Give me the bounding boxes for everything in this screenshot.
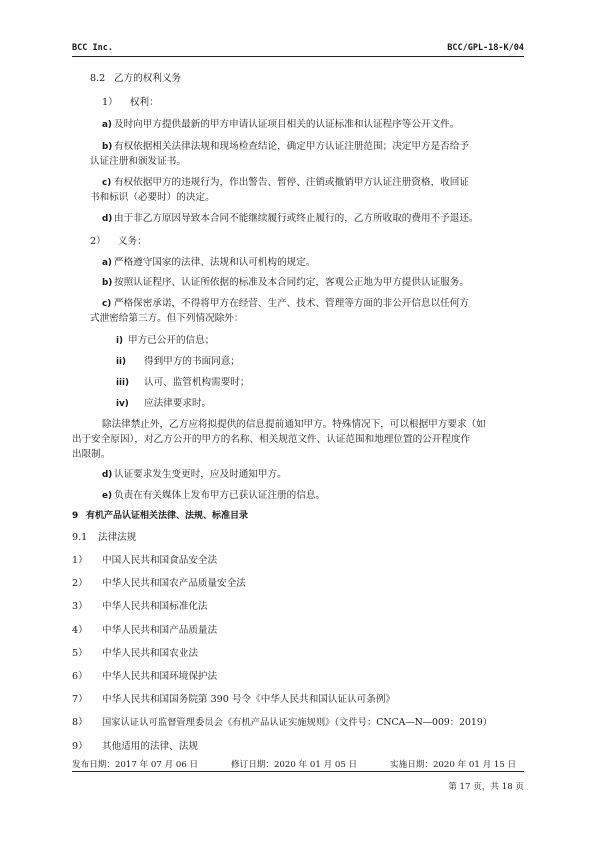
item-marker: b): [102, 278, 113, 288]
law-number: 3）: [72, 601, 88, 612]
section-title: 乙方的权利义务: [114, 73, 182, 84]
item-text: 有权依据相关法律法规和现场检查结论，确定甲方认证注册范围；决定甲方是否给予: [114, 141, 469, 152]
law-number: 1）: [72, 555, 88, 566]
law-number: 6）: [72, 671, 88, 682]
law-title: 国家认证认可监督管理委员会《有机产品认证实施规则》（文件号：CNCA—N—009：2019）: [102, 717, 493, 728]
page-number: 第 17 页，共 18 页: [448, 782, 524, 792]
revision-date: 修订日期：2020 年 01 月 05 日: [231, 760, 358, 770]
item-marker: d): [102, 214, 113, 224]
law-number: 2）: [72, 578, 88, 589]
law-title: 其他适用的法律、法规: [102, 741, 198, 752]
item-text: 严格保密承诺，不得将甲方在经营、生产、技术、管理等方面的非公开信息以任何方: [114, 298, 469, 309]
exception-marker: iv): [116, 399, 129, 409]
item-marker: d): [102, 470, 113, 480]
exception-marker: ii): [116, 357, 127, 367]
item-text: 负责在有关媒体上发布甲方已获认证注册的信息。: [114, 490, 326, 501]
law-number: 4）: [72, 625, 88, 636]
exception-marker: iii): [116, 378, 130, 388]
item-text: 按照认证程序、认证所依据的标准及本合同约定，客观公正地为甲方提供认证服务。: [114, 277, 469, 288]
paragraph-line: 出于安全原因），对乙方公开的甲方的名称、相关规范文件、认证范围和地理位置的公开程度作: [72, 434, 471, 445]
item-text-continued: 式泄密给第三方。但下列情况除外：: [90, 313, 244, 324]
exception-text: 认可、监管机构需要时；: [144, 377, 250, 388]
item-text: 有权依据甲方的违规行为，作出警告、暂停、注销或撤销甲方认证注册资格，收回证: [114, 177, 469, 188]
item-marker: c): [102, 299, 112, 309]
issue-date: 发布日期：2017 年 07 月 06 日: [72, 760, 199, 770]
item-text: 认证要求发生变更时，应及时通知甲方。: [114, 469, 287, 480]
effective-date: 实施日期：2020 年 01 月 15 日: [390, 760, 517, 770]
law-title: 中华人民共和国农产品质量安全法: [102, 578, 246, 589]
section-number: 9: [72, 511, 79, 521]
page-header-left: BCC Inc.: [72, 43, 113, 53]
footer-rule: [72, 771, 524, 772]
exception-text: 应法律要求时。: [144, 398, 212, 409]
item-text: 严格遵守国家的法律、法规和认可机构的规定。: [114, 257, 316, 268]
subsection-number: 9.1: [72, 532, 88, 543]
rights-label: 1） 权利：: [102, 97, 159, 108]
duties-label: 2） 义务：: [90, 236, 147, 247]
section-number: 8.2: [90, 73, 106, 84]
law-title: 中华人民共和国标准化法: [102, 601, 208, 612]
item-text: 及时向甲方提供最新的甲方申请认证项目相关的认证标准和认证程序等公开文件。: [114, 119, 460, 130]
paragraph-line: 出限制。: [72, 449, 111, 460]
paragraph-line: 除法律禁止外，乙方应将拟提供的信息提前通知甲方。特殊情况下，可以根据甲方要求（如: [102, 419, 486, 430]
law-title: 中国人民共和国食品安全法: [102, 555, 218, 566]
law-number: 7）: [72, 694, 88, 705]
law-title: 中华人民共和国国务院第 390 号令《中华人民共和国认证认可条例》: [102, 694, 396, 705]
item-marker: e): [102, 491, 112, 501]
law-title: 中华人民共和国环境保护法: [102, 671, 218, 682]
section-heading: 有机产品认证相关法律、法规、标准目录: [86, 511, 249, 521]
exception-text: 得到甲方的书面同意；: [144, 356, 240, 367]
law-title: 中华人民共和国产品质量法: [102, 625, 218, 636]
item-marker: a): [102, 258, 112, 268]
law-number: 8）: [72, 717, 88, 728]
item-marker: a): [102, 120, 112, 130]
law-number: 5）: [72, 648, 88, 659]
item-marker: c): [102, 178, 112, 188]
item-text: 由于非乙方原因导致本合同不能继续履行或终止履行的，乙方所收取的费用不予退还。: [114, 213, 479, 224]
subsection-title: 法律法规: [98, 532, 137, 543]
item-text-continued: 认证注册和颁发证书。: [90, 156, 186, 167]
law-title: 中华人民共和国农业法: [102, 648, 198, 659]
header-rule: [72, 56, 524, 57]
exception-marker: i): [116, 336, 124, 346]
page-header-right: BCC/GPL-18-K/04: [447, 43, 524, 53]
item-text-continued: 书和标识（必要时）的决定。: [90, 192, 215, 203]
item-marker: b): [102, 142, 113, 152]
exception-text: 甲方已公开的信息；: [128, 335, 215, 346]
law-number: 9）: [72, 741, 88, 752]
